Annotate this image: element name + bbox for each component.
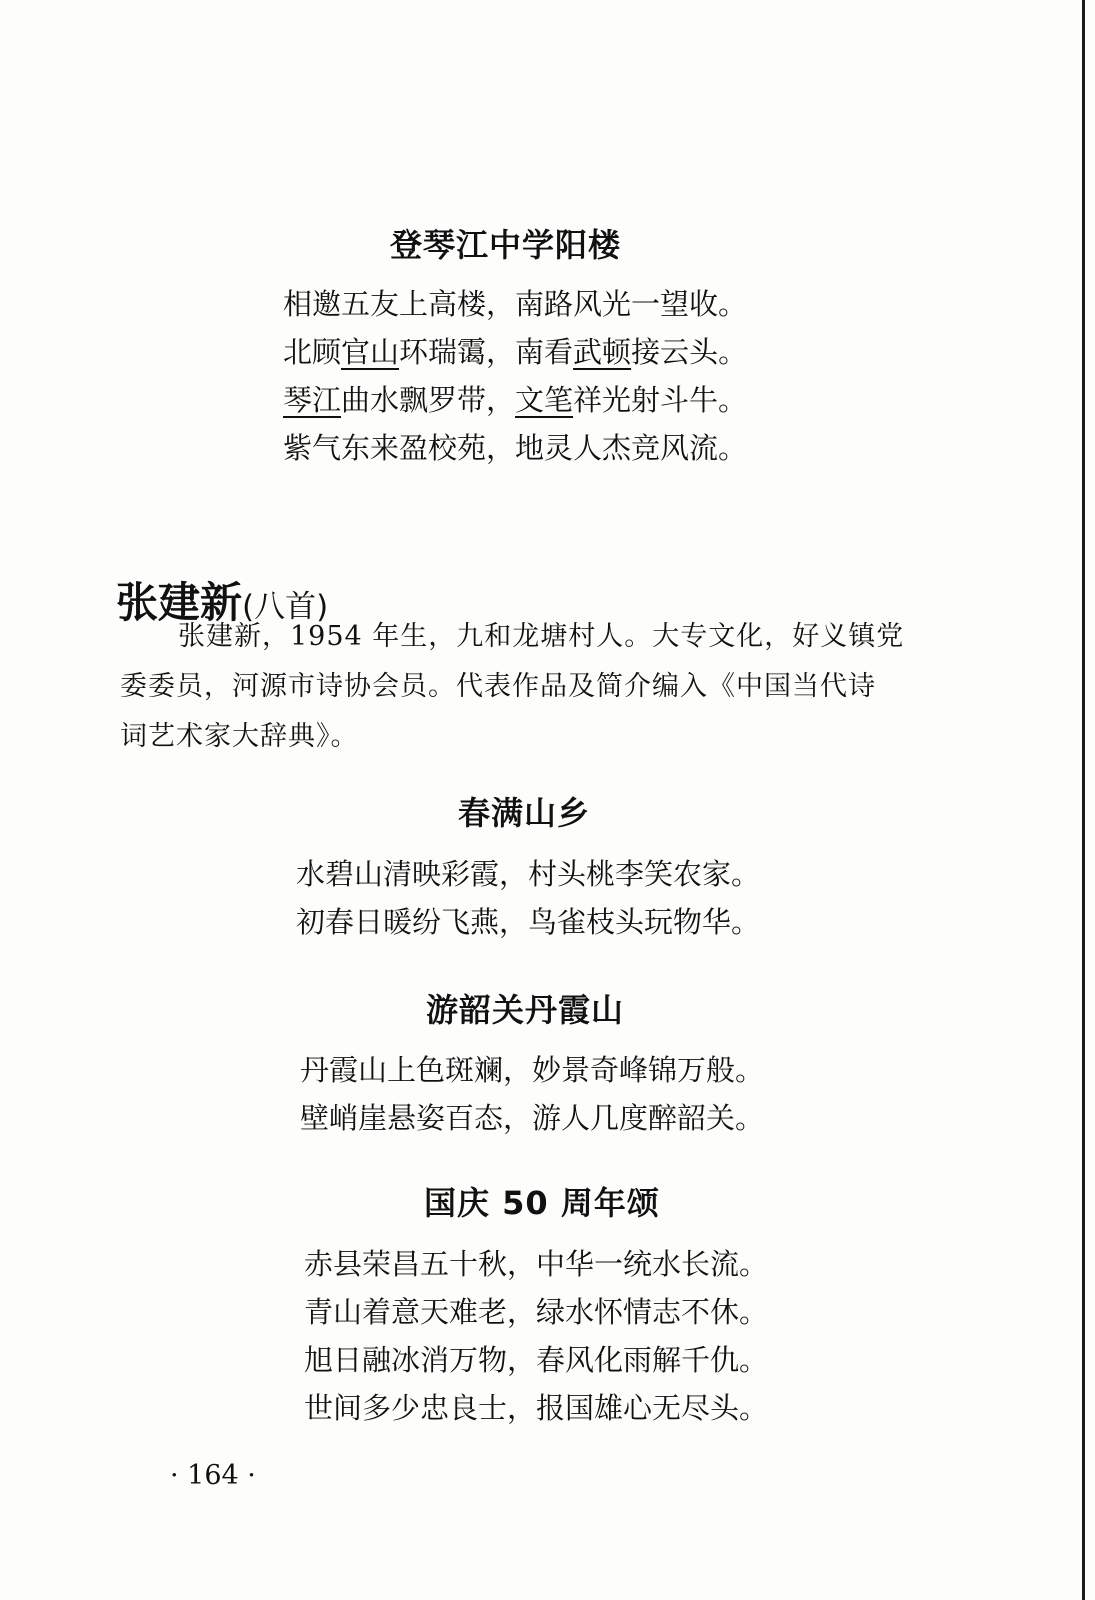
poem-2-line-2: 初春日暖纷飞燕，鸟雀枝头玩物华。 — [296, 905, 761, 939]
poem-4-line-3: 旭日融冰消万物，春风化雨解千仇。 — [304, 1343, 769, 1377]
page-edge-shadow — [1082, 0, 1085, 1600]
poem-body-3 — [300, 1046, 764, 1142]
poem-1-line-2 — [283, 328, 747, 376]
poem-1-line-1 — [283, 280, 747, 328]
poem-4-line-4: 世间多少忠良士，报国雄心无尽头。 — [304, 1391, 769, 1425]
poem-title-3: 游韶关丹霞山 — [426, 991, 625, 1029]
place-name-wenbi: 文笔 — [515, 383, 574, 417]
poem-1-line-3-part-b: 曲水飘罗带， — [341, 383, 516, 417]
poem-title-4: 国庆 50 周年颂 — [424, 1184, 660, 1222]
author-poem-count: (八首) — [242, 589, 329, 625]
poem-body-4 — [304, 1240, 768, 1432]
poem-1-line-1-text: 相邀五友上高楼，南路风光一望收。 — [283, 287, 748, 321]
poem-body-1 — [283, 280, 747, 472]
place-name-qinjiang: 琴江 — [283, 383, 342, 417]
poem-1-line-2-part-b: 环瑞霭，南看 — [399, 335, 574, 369]
author-name: 张建新 — [116, 578, 243, 627]
place-name-wudun: 武顿 — [573, 335, 632, 369]
poem-title-1: 登琴江中学阳楼 — [390, 226, 622, 264]
bio-line-3: 词艺术家大辞典》。 — [120, 721, 359, 752]
poem-1-line-2-part-a: 北顾 — [283, 335, 342, 369]
author-bio — [120, 612, 950, 762]
place-name-guanshan: 官山 — [341, 335, 400, 369]
poem-1-line-3-part-c: 祥光射斗牛。 — [573, 383, 748, 417]
page-number: · 164 · — [170, 1460, 256, 1491]
poem-3-line-1: 丹霞山上色斑斓，妙景奇峰锦万般。 — [300, 1053, 765, 1087]
poem-1-line-2-part-c: 接云头。 — [631, 335, 748, 369]
poem-2-line-1: 水碧山清映彩霞，村头桃李笑农家。 — [296, 857, 761, 891]
poem-title-2: 春满山乡 — [458, 794, 591, 832]
poem-4-line-2: 青山着意天难老，绿水怀情志不休。 — [304, 1295, 769, 1329]
bio-line-1: 张建新，1954 年生，九和龙塘村人。大专文化，好义镇党 — [178, 621, 905, 652]
poem-body-2 — [296, 850, 760, 946]
poem-3-line-2: 壁峭崖悬姿百态，游人几度醉韶关。 — [300, 1101, 765, 1135]
poem-4-line-1: 赤县荣昌五十秋，中华一统水长流。 — [304, 1247, 769, 1281]
poem-1-line-4 — [283, 424, 747, 472]
poem-1-line-3 — [283, 376, 747, 424]
poem-1-line-4-text: 紫气东来盈校苑，地灵人杰竞风流。 — [283, 431, 748, 465]
bio-line-2: 委委员，河源市诗协会员。代表作品及简介编入《中国当代诗 — [120, 671, 876, 702]
